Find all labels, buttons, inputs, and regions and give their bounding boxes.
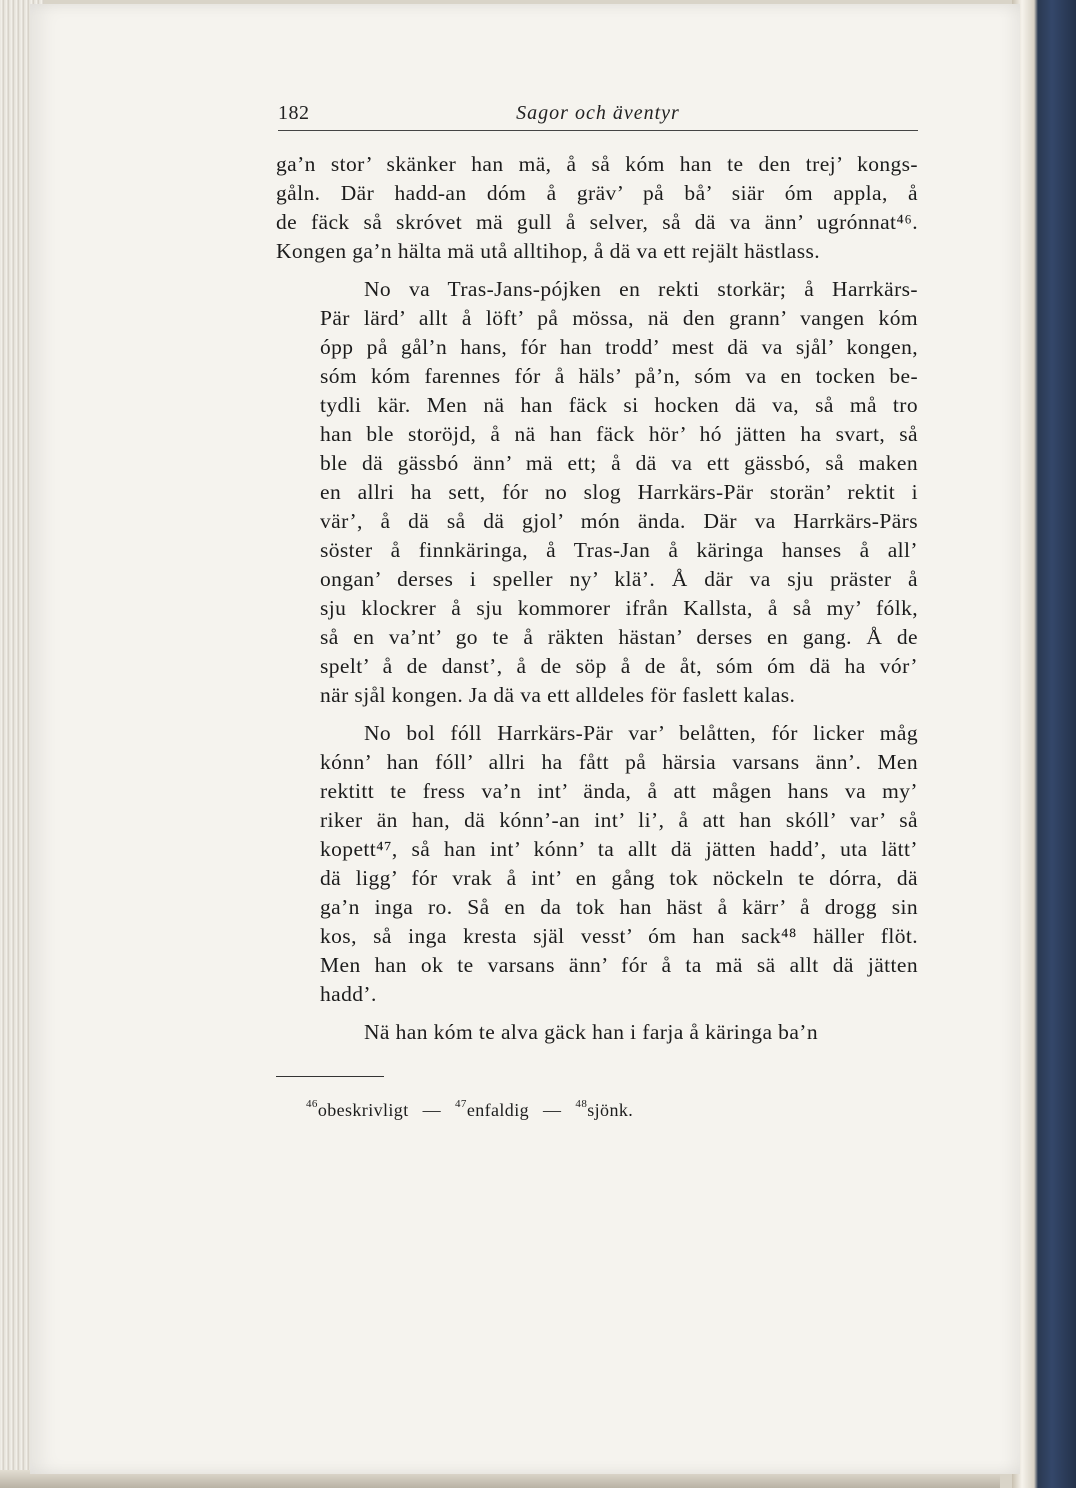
text-line: Men han ok te varsans änn’ fór å ta mä sä allt dä jätten: [320, 953, 918, 977]
page-header: [278, 100, 918, 131]
text-line: ga’n stor’ skänker han mä, å så kóm han te den trej’ kongs-: [276, 152, 918, 176]
text-line: No va Tras-Jans-pójken en rekti storkär; å Harrkärs-: [364, 277, 918, 301]
text-line: gåln. Där hadd-an dóm å gräv’ på bå’ siär óm appla, å: [276, 181, 918, 205]
text-line: No bol fóll Harrkärs-Pär var’ belåtten, fór licker måg: [364, 721, 918, 745]
running-title: Sagor och äventyr: [516, 102, 680, 124]
paragraph: [276, 719, 918, 1009]
text-line: sóm kóm farennes fór å häls’ på’n, sóm va en tocken be-: [320, 364, 918, 388]
text-line: ongan’ derses i speller ny’ klä’. Å där va sju präster å: [320, 567, 918, 591]
text-line: ble dä gässbó änn’ mä ett; å dä va ett gässbó, så maken: [320, 451, 918, 475]
text-line: så en va’nt’ go te å räkten hästan’ derses en gang. Å de: [320, 625, 918, 649]
footnote-separator: —: [543, 1100, 562, 1120]
paragraph: [276, 275, 918, 710]
text-line: sju klockrer å sju kommorer ifrån Kallsta, å så my’ fólk,: [320, 596, 918, 620]
text-line: rektitt te fress va’n int’ ända, å att mågen hans va my’: [320, 779, 918, 803]
footnote-47: $^{47}$enfaldig: [455, 1098, 530, 1120]
text-line: han ble storöjd, å nä han fäck hör’ hó jätten ha svart, så: [320, 422, 918, 446]
body-text: [276, 150, 918, 1047]
footnotes: [306, 1100, 633, 1121]
text-line: kónn’ han fóll’ allri ha fått på härsia varsans änn’. Men: [320, 750, 918, 774]
text-line: vär’, å dä så dä gjol’ món ända. Där va Harrkärs-Pärs: [320, 509, 918, 533]
text-line: när sjål kongen. Ja dä va ett alldeles för faslett kalas.: [320, 683, 796, 707]
text-line: Pär lärd’ allt å löft’ på mössa, nä den grann’ vangen kóm: [320, 306, 918, 330]
footnote-48: $^{48}$sjönk.: [575, 1098, 634, 1120]
footnote-rule: [276, 1076, 384, 1077]
text-line: söster å finnkäringa, å Tras-Jan å käringa hanses å all’: [320, 538, 918, 562]
text-line: ga’n inga ro. Så en da tok han häst å kärr’ å drogg sin: [320, 895, 918, 919]
text-line: Kongen ga’n hälta mä utå alltihop, å dä va ett rejält hästlass.: [276, 239, 821, 263]
footnote-46: $^{46}$obeskrivligt: [306, 1098, 409, 1120]
text-line: kos, så inga kresta själ vesst’ óm han sack⁴⁸ häller flöt.: [320, 924, 918, 948]
text-line: de fäck så skróvet mä gull å selver, så dä va änn’ ugrónnat⁴⁶.: [276, 210, 918, 234]
text-line: en allri ha sett, fór no slog Harrkärs-Pär storän’ rektit i: [320, 480, 918, 504]
text-line: spelt’ å de danst’, å de söp å de åt, sóm óm dä ha vór’: [320, 654, 918, 678]
text-line: hadd’.: [320, 982, 377, 1006]
footnote-separator: —: [422, 1100, 442, 1120]
text-line: dä ligg’ fór vrak å int’ en gång tok nöckeln te dórra, dä: [320, 866, 918, 890]
book-cover-edge: [1012, 0, 1076, 1488]
paragraph: [276, 150, 918, 266]
page-number: 182: [278, 102, 310, 124]
text-line: kopett⁴⁷, så han int’ kónn’ ta allt dä jätten hadd’, uta lätt’: [320, 837, 918, 861]
text-line: Nä han kóm te alva gäck han i farja å käringa ba’n: [364, 1020, 818, 1044]
text-line: tydli kär. Men nä han fäck si hocken dä va, så må tro: [320, 393, 918, 417]
text-line: ópp på gål’n hans, fór han trodd’ mest dä va sjål’ kongen,: [320, 335, 918, 359]
text-line: riker än han, dä kónn’-an int’ li’, å att han skóll’ var’ så: [320, 808, 918, 832]
paragraph: [276, 1018, 918, 1047]
